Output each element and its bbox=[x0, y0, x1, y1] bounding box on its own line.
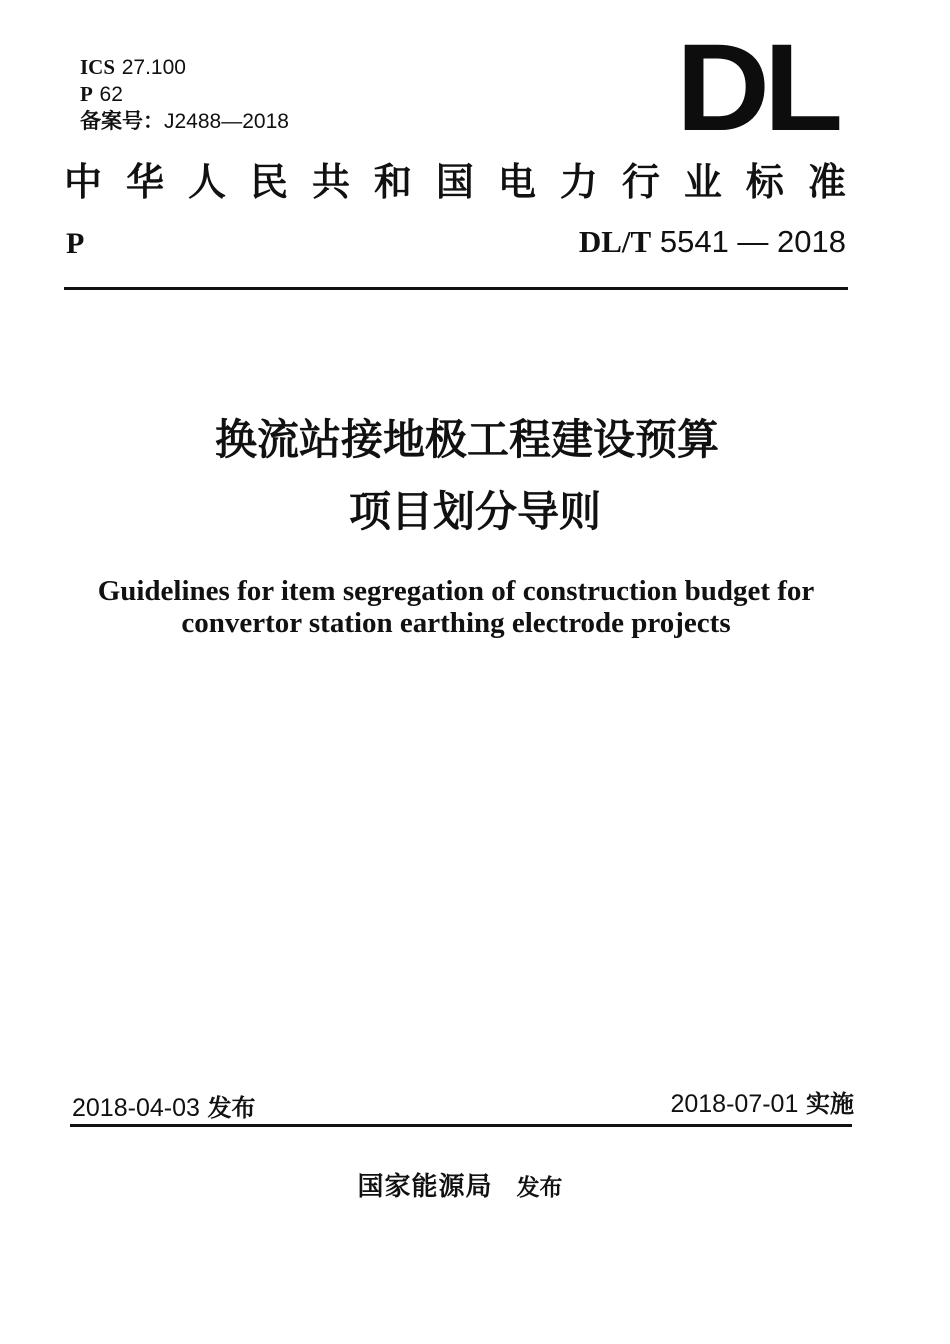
standard-type-char: 国 bbox=[435, 159, 474, 204]
standard-number bbox=[579, 222, 846, 262]
standard-number-prefix: DL/T bbox=[578, 224, 652, 259]
standard-type-title bbox=[64, 156, 846, 208]
effective-date bbox=[670, 1089, 854, 1119]
standard-type-char: 民 bbox=[249, 159, 288, 204]
standard-type-char: 标 bbox=[745, 159, 784, 204]
standard-type-char: 和 bbox=[373, 159, 412, 204]
standard-number-value: 5541 — 2018 bbox=[659, 224, 846, 259]
filing-number bbox=[80, 108, 289, 135]
publisher-action: 发布 bbox=[516, 1175, 563, 1201]
standard-type-char: 电 bbox=[497, 159, 536, 204]
publisher-name: 国家能源局 bbox=[357, 1172, 493, 1202]
top-divider bbox=[64, 287, 848, 290]
class-label: P bbox=[80, 82, 93, 106]
standard-type-char: 中 bbox=[64, 159, 103, 204]
classification-code: P bbox=[66, 227, 85, 260]
filing-value: J2488—2018 bbox=[164, 110, 289, 133]
dl-logo: DL bbox=[676, 19, 837, 157]
chinese-title-line-1: 换流站接地极工程建设预算 bbox=[214, 415, 719, 464]
english-title-line-2: convertor station earthing electrode projects bbox=[181, 607, 731, 639]
chinese-title-line-2: 项目划分导则 bbox=[348, 487, 601, 536]
standard-type-char: 准 bbox=[807, 159, 846, 204]
effective-date-value: 2018-07-01 bbox=[670, 1090, 799, 1118]
standard-type-char: 人 bbox=[187, 159, 226, 204]
classification-code-header bbox=[80, 81, 123, 108]
standard-type-char: 共 bbox=[311, 159, 350, 204]
ics-code bbox=[80, 54, 186, 81]
english-title-line-1: Guidelines for item segregation of construction budget for bbox=[97, 575, 815, 607]
class-value: 62 bbox=[99, 83, 123, 106]
bottom-divider bbox=[70, 1124, 852, 1127]
standard-type-char: 华 bbox=[125, 159, 164, 204]
standard-type-char: 业 bbox=[683, 159, 722, 204]
issue-date-value: 2018-04-03 bbox=[72, 1094, 200, 1122]
issue-date-label: 发布 bbox=[207, 1094, 256, 1122]
filing-label: 备案号： bbox=[80, 109, 164, 133]
issue-date bbox=[72, 1093, 256, 1123]
standard-type-char: 行 bbox=[621, 159, 660, 204]
ics-value: 27.100 bbox=[121, 56, 186, 79]
ics-label: ICS bbox=[80, 55, 116, 79]
publisher bbox=[0, 1170, 920, 1205]
effective-date-label: 实施 bbox=[806, 1090, 854, 1118]
standard-type-char: 力 bbox=[559, 159, 598, 204]
